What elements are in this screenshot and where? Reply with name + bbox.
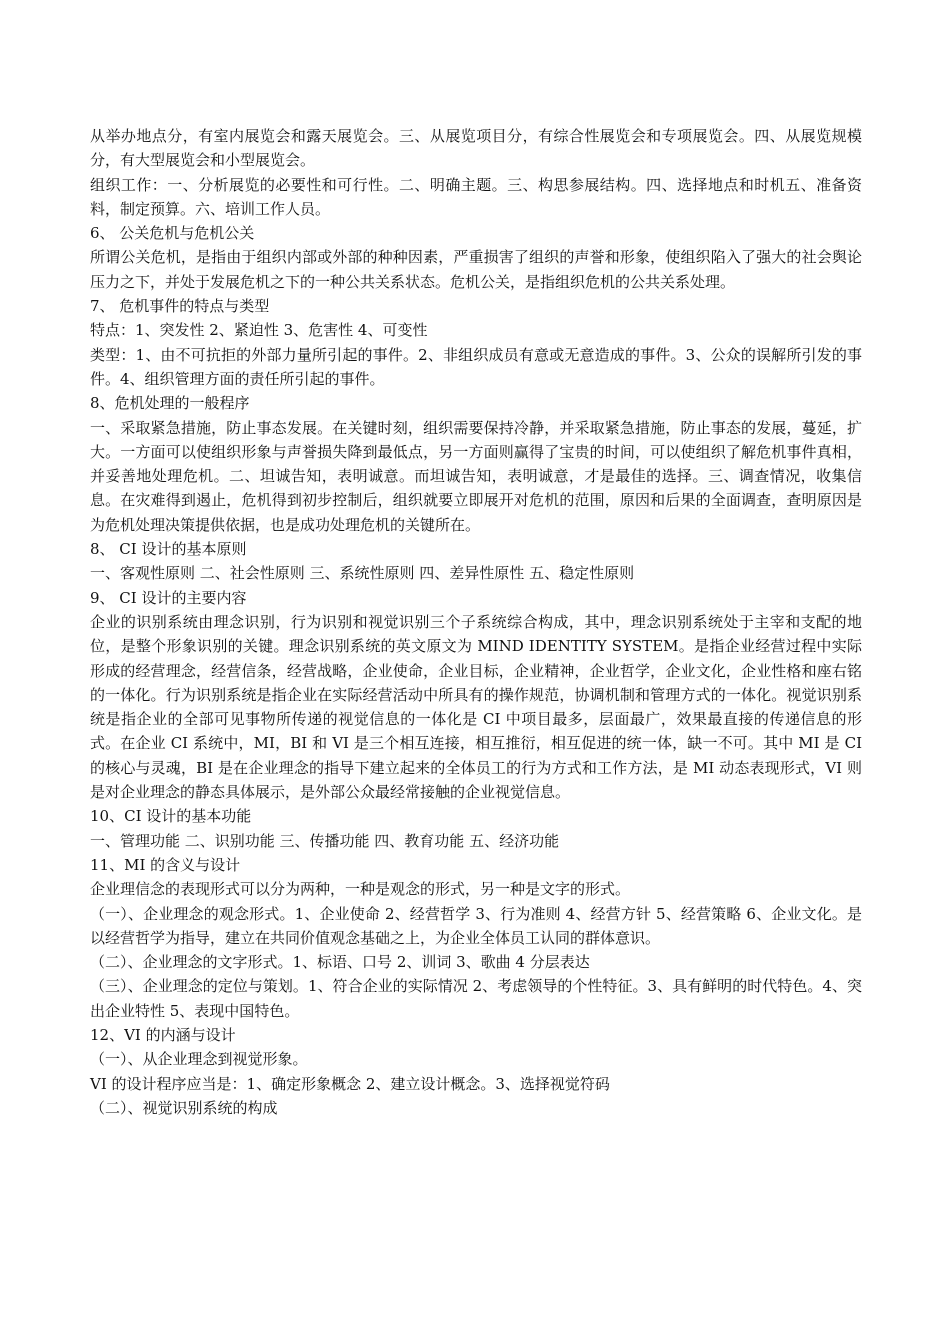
paragraph-ci-principles: 一、客观性原则 二、社会性原则 三、系统性原则 四、差异性原性 五、稳定性原则 [90, 564, 635, 583]
heading-crisis-pr: 6、 公关危机与危机公关 [90, 224, 255, 243]
heading-ci-principles: 8、 CI 设计的基本原则 [90, 540, 247, 559]
heading-vi-design: 12、VI 的内涵与设计 [90, 1025, 236, 1044]
paragraph-ci-functions: 一、管理功能 二、识别功能 三、传播功能 四、教育功能 五、经济功能 [90, 831, 560, 850]
heading-ci-functions: 10、CI 设计的基本功能 [90, 807, 252, 826]
heading-crisis-procedure: 8、危机处理的一般程序 [90, 394, 250, 413]
paragraph-ci-content: 企业的识别系统由理念识别，行为识别和视觉识别三个子系统综合构成，其中，理念识别系统处于主宰和支配的地位，是整个形象识别的关键。理念识别系统的英文原文为 MIND IDENTITY SYSTEM。是指企业经营过程中实际形成的经营理念，经营信条，经营战略，企业使命，企业目标，企业精神，企业哲学，企业文化，企业性格和座右铭的一体化。行为识别系统是指企业在实际经营活动中所具有的操作规范，协调机制和管理方式的一体化。视觉识别系统是指企业的全部可见事物所传递的视觉信息的一体化是 CI 中项目最多，层面最广，效果最直接的传递信息的形式。在企业 CI 系统中，MI，BI 和 VI 是三个相互连接，相互推衍，相互促进的统一体，缺一不可。其中 MI 是 CI 的核心与灵魂，BI 是在企业理念的指导下建立起来的全体员工的行为方式和工作方法，是 MI 动态表现形式，VI 则是对企业理念的静态具体展示，是外部公众最经常接触的企业视觉信息。 [90, 612, 862, 802]
paragraph-organization-work: 组织工作：一、分析展览的必要性和可行性。二、明确主题。三、构思参展结构。四、选择地点和时机五、准备资料，制定预算。六、培训工作人员。 [90, 175, 862, 218]
paragraph-vi-from-concept: （一）、从企业理念到视觉形象。 [90, 1050, 308, 1069]
paragraph-crisis-procedure: 一、采取紧急措施，防止事态发展。在关键时刻，组织需要保持冷静，并采取紧急措施，防止事态的发展，蔓延，扩大。一方面可以使组织形象与声誉损失降到最低点，另一方面则赢得了宝贵的时间，可以使组织了解危机事件真相，并妥善地处理危机。二、坦诚告知，表明诚意。而坦诚告知，表明诚意，才是最佳的选择。三、调查情况，收集信息。在灾难得到遏止，危机得到初步控制后，组织就要立即展开对危机的范围，原因和后果的全面调查，查明原因是为危机处理决策提供依据，也是成功处理危机的关键所在。 [90, 418, 862, 534]
document-page [90, 124, 862, 1120]
paragraph-exhibition-types: 从举办地点分，有室内展览会和露天展览会。三、从展览项目分，有综合性展览会和专项展览会。四、从展览规模分，有大型展览会和小型展览会。 [90, 127, 862, 170]
paragraph-mi-positioning: （三）、企业理念的定位与策划。1、符合企业的实际情况 2、考虑领导的个性特征。3、具有鲜明的时代特色。4、突出企业特性 5、表现中国特色。 [90, 977, 862, 1020]
paragraph-mi-forms: 企业理信念的表现形式可以分为两种，一种是观念的形式，另一种是文字的形式。 [90, 880, 631, 899]
paragraph-crisis-types: 类型：1、由不可抗拒的外部力量所引起的事件。2、非组织成员有意或无意造成的事件。3、公众的误解所引发的事件。4、组织管理方面的责任所引起的事件。 [90, 345, 862, 388]
heading-crisis-features: 7、 危机事件的特点与类型 [90, 297, 270, 316]
paragraph-mi-text-form: （二）、企业理念的文字形式。1、标语、口号 2、训词 3、歌曲 4 分层表达 [90, 953, 590, 972]
heading-ci-content: 9、 CI 设计的主要内容 [90, 588, 247, 607]
paragraph-crisis-definition: 所谓公关危机，是指由于组织内部或外部的种种因素，严重损害了组织的声誉和形象，使组织陷入了强大的社会舆论压力之下，并处于发展危机之下的一种公共关系状态。危机公关，是指组织危机的公共关系处理。 [90, 248, 862, 291]
paragraph-vi-procedure: VI 的设计程序应当是：1、确定形象概念 2、建立设计概念。3、选择视觉符码 [90, 1074, 610, 1093]
heading-mi-design: 11、MI 的含义与设计 [90, 855, 241, 874]
paragraph-vi-composition: （二）、视觉识别系统的构成 [90, 1098, 278, 1117]
paragraph-mi-concept-form: （一）、企业理念的观念形式。1、企业使命 2、经营哲学 3、行为准则 4、经营方针 5、经营策略 6、企业文化。是以经营哲学为指导，建立在共同价值观念基础之上，为企业全体员工认同的群体意识。 [90, 904, 862, 947]
paragraph-crisis-features: 特点：1、突发性 2、紧迫性 3、危害性 4、可变性 [90, 321, 428, 340]
